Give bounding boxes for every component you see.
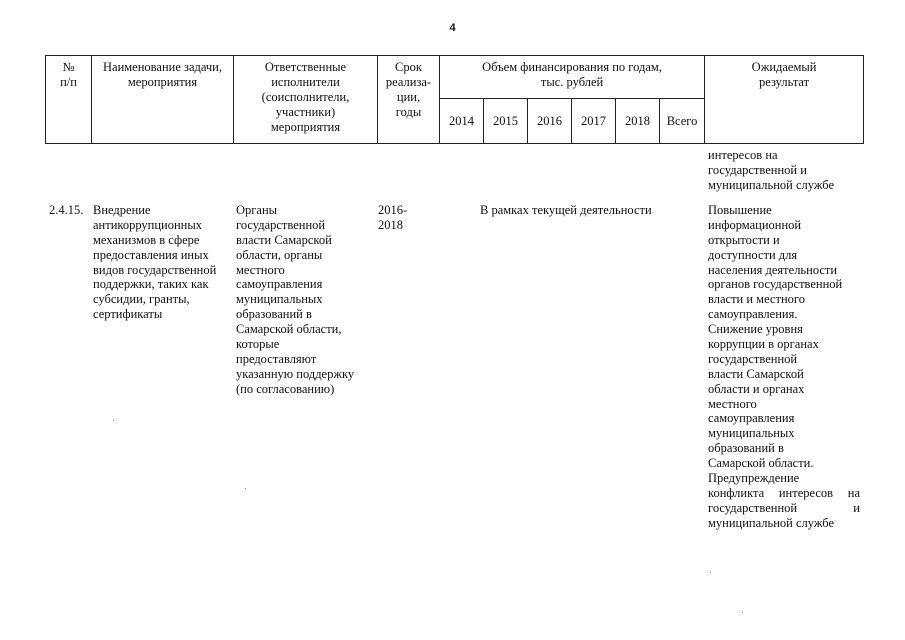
row-responsible: Органы государственной власти Самарской области, органы местного самоуправления муниципальных образований в Самарской области, которые предоставляют указанную поддержку (по согласованию) <box>236 203 355 396</box>
row-number: 2.4.15. <box>49 203 84 217</box>
header-year-total: Всего <box>660 99 705 144</box>
header-year-2015: 2015 <box>484 99 528 144</box>
header-year-2016: 2016 <box>528 99 572 144</box>
scan-speck <box>113 420 114 421</box>
header-year-2014: 2014 <box>440 99 484 144</box>
header-task-name: Наименование задачи, мероприятия <box>92 56 234 144</box>
scan-speck <box>710 572 711 573</box>
page-number: 4 <box>449 22 456 34</box>
continuation-result: интересов на государственной и муниципальной службе <box>708 148 835 192</box>
scan-speck <box>245 488 246 489</box>
table-header <box>45 55 864 144</box>
row-financing: В рамках текущей деятельности <box>480 203 652 217</box>
header-number: № п/п <box>46 56 92 144</box>
header-term: Срок реализа- ции, годы <box>378 56 440 144</box>
header-result: Ожидаемый результат <box>705 56 864 144</box>
scan-speck <box>742 612 743 613</box>
header-year-2017: 2017 <box>572 99 616 144</box>
row-task-name: Внедрение антикоррупционных механизмов в сфере предоставления иных видов государственной поддержки, таких как субсидии, гранты, сертификаты <box>93 203 217 322</box>
row-result: Повышение информационной открытости и доступности для населения деятельности органов государственной власти и местного самоуправления. Снижение уровня коррупции в органах государственной власти Самарской области и органах местного самоуправления муниципальных образований в Самарской области. Предупреждение конфликта интересов на государственной и муниципальной службе <box>708 203 860 530</box>
row-term: 2016- 2018 <box>378 203 408 232</box>
header-year-2018: 2018 <box>616 99 660 144</box>
header-responsible: Ответственные исполнители (соисполнители, участники) мероприятия <box>234 56 378 144</box>
header-financing: Объем финансирования по годам, тыс. рублей <box>440 56 705 99</box>
